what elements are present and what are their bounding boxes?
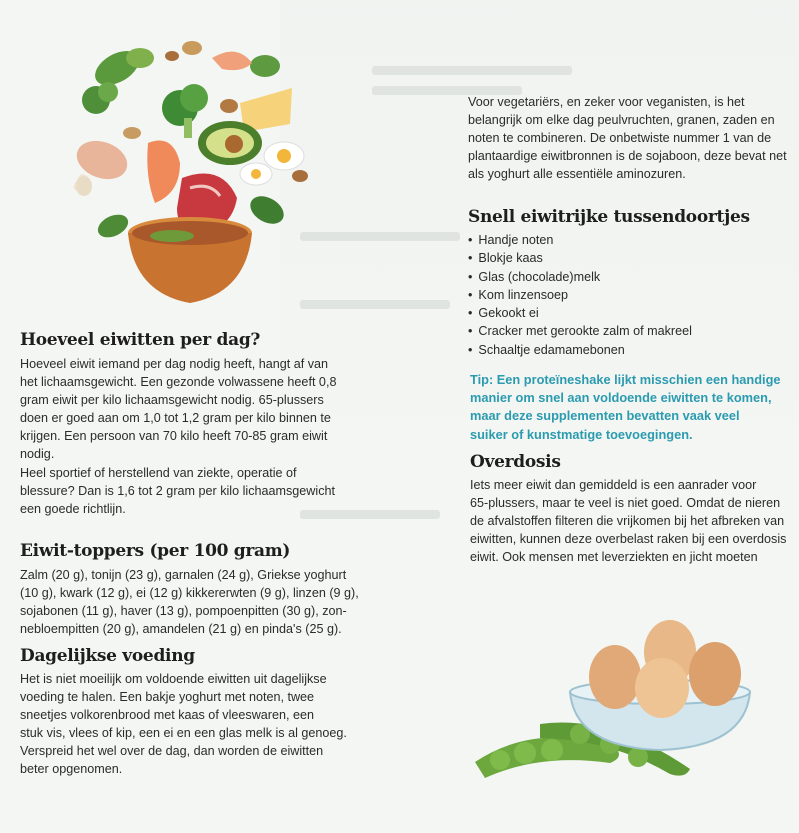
text-line: Tip: Een proteïneshake lijkt misschien een handige <box>470 372 781 387</box>
list-item: • Handje noten <box>468 231 692 249</box>
snacks-list <box>468 231 692 359</box>
text-line: nodig. <box>20 447 55 462</box>
text-line: Voor vegetariërs, en zeker voor veganisten, is het <box>468 95 745 109</box>
text-line: sojabonen (11 g), haver (13 g), pompoenpitten (30 g), zon- <box>20 604 347 619</box>
text-line: het lichaamsgewicht. Een gezonde volwassene heeft 0,8 <box>20 375 337 390</box>
paragraph-vegetariers <box>468 93 798 183</box>
text-line: (10 g), kwark (12 g), ei (12 g) kikkererwten (9 g), linzen (9 g), <box>20 586 359 601</box>
text-line: eiwit. Ook mensen met leverziekten en jicht moeten <box>470 550 758 565</box>
text-line: blessure? Dan is 1,6 tot 2 gram per kilo lichaamsgewicht <box>20 483 335 498</box>
paragraph-dagelijkse-voeding <box>20 670 365 779</box>
food-bowl-illustration <box>62 28 332 308</box>
text-line: sneetjes volkorenbrood met kaas of vleeswaren, een <box>20 708 315 723</box>
heading-eiwitten-per-dag: Hoeveel eiwitten per dag? <box>20 330 261 350</box>
text-line: manier om snel aan voldoende eiwitten te komen, <box>470 390 772 406</box>
list-item: • Kom linzensoep <box>468 286 692 304</box>
text-line: belangrijk om elke dag peulvruchten, granen, zaden en <box>468 113 775 128</box>
list-item: • Cracker met gerookte zalm of makreel <box>468 322 692 340</box>
text-line: plantaardige eiwitbronnen is de sojaboon, deze bevat net <box>468 149 787 164</box>
text-line: Verspreid het wel over de dag, dan worden de eiwitten <box>20 744 324 759</box>
eggs-bowl-illustration <box>470 612 760 792</box>
text-line: nebloempitten (20 g), amandelen (21 g) en pinda's (25 g). <box>20 622 342 637</box>
text-line: beter opgenomen. <box>20 762 123 777</box>
text-line: de afvalstoffen filteren die vrijkomen bij het afbreken van <box>470 514 785 529</box>
text-line: gram eiwit per kilo lichaamsgewicht nodig. 65-plussers <box>20 393 324 408</box>
text-line: stuk vis, vlees of kip, een ei en een glas melk is al genoeg. <box>20 726 347 741</box>
tip-callout <box>470 371 795 444</box>
list-item: • Gekookt ei <box>468 304 692 322</box>
paragraph-overdosis <box>470 476 799 566</box>
text-line: Heel sportief of herstellend van ziekte, operatie of <box>20 465 297 480</box>
text-line: eiwitten, kunnen deze overbelast raken bij een overdosis <box>470 532 787 547</box>
text-line: noten te combineren. De onbetwiste nummer 1 van de <box>468 131 772 146</box>
text-line: doen er goed aan om 1,0 tot 1,2 gram per kilo binnen te <box>20 411 331 426</box>
text-line: voeding te halen. Een bakje yoghurt met noten, twee <box>20 690 315 705</box>
text-line: Zalm (20 g), tonijn (23 g), garnalen (24 g), Griekse yoghurt <box>20 568 347 582</box>
text-line: Het is niet moeilijk om voldoende eiwitten uit dagelijkse <box>20 672 327 686</box>
show-through-line <box>372 66 572 75</box>
paragraph-eiwitten-per-dag <box>20 355 350 518</box>
list-item: • Schaaltje edamamebonen <box>468 341 692 359</box>
heading-eiwit-toppers: Eiwit-toppers (per 100 gram) <box>20 541 291 561</box>
heading-dagelijkse-voeding: Dagelijkse voeding <box>20 646 195 666</box>
text-line: maar deze supplementen bevatten vaak veel <box>470 408 740 424</box>
text-line: 65-plussers, maar te veel is niet goed. Omdat de nieren <box>470 496 781 511</box>
text-line: krijgen. Een persoon van 70 kilo heeft 70-85 gram eiwit <box>20 429 328 444</box>
text-line: een goede richtlijn. <box>20 501 126 516</box>
text-line: Hoeveel eiwit iemand per dag nodig heeft, hangt af van <box>20 357 329 371</box>
list-item: • Glas (chocolade)melk <box>468 268 692 286</box>
text-line: Iets meer eiwit dan gemiddeld is een aanrader voor <box>470 478 757 492</box>
heading-overdosis: Overdosis <box>470 452 561 472</box>
list-item: • Blokje kaas <box>468 249 692 267</box>
heading-tussendoortjes: Snell eiwitrijke tussendoortjes <box>468 207 750 227</box>
text-line: als yoghurt alle essentiële aminozuren. <box>468 167 686 182</box>
paragraph-eiwit-toppers <box>20 566 365 638</box>
text-line: suiker of kunstmatige toevoegingen. <box>470 426 693 442</box>
